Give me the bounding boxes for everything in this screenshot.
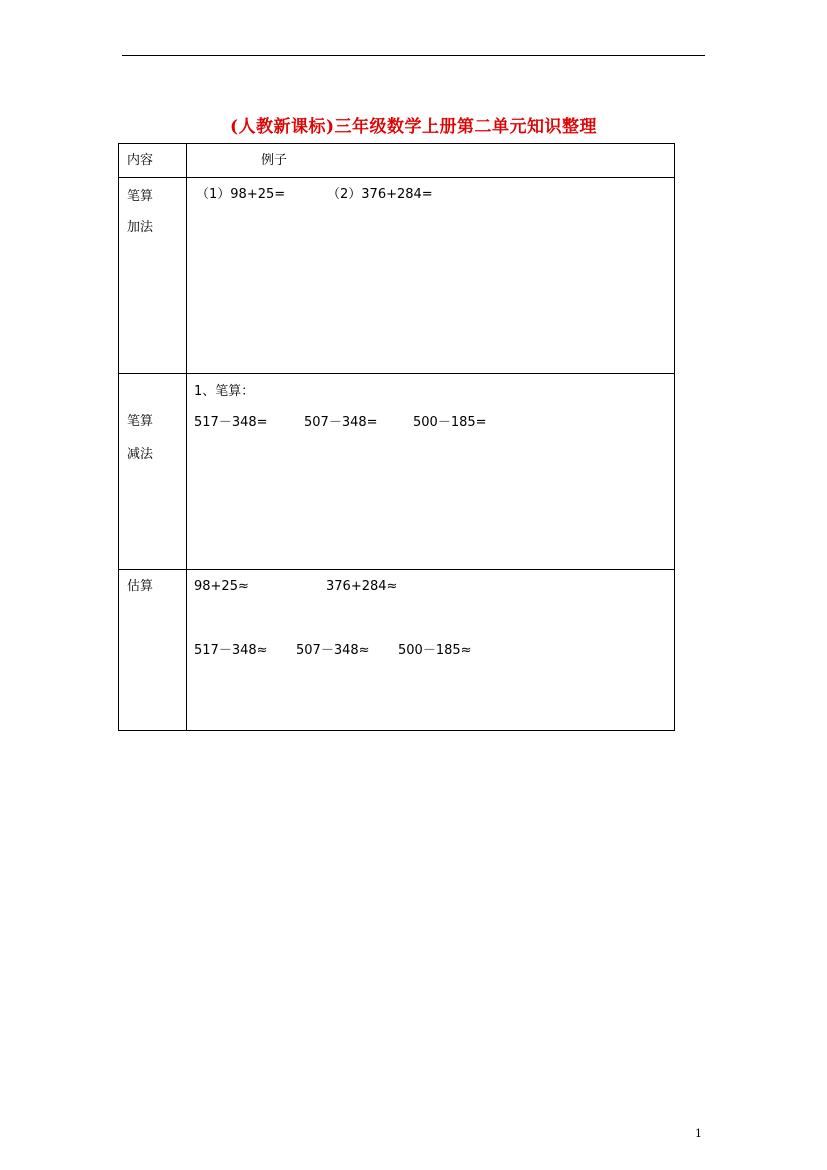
subtraction-problem-3: 500－185=: [413, 415, 487, 430]
header-content-label: 内容: [127, 153, 154, 168]
subtraction-problem-2: 507－348=: [304, 415, 378, 430]
row-label-written-addition-2: 加法: [127, 220, 154, 235]
estimation-problem-1: 98+25≈: [194, 579, 249, 594]
row-divider: [119, 569, 674, 570]
estimation-problem-2: 376+284≈: [326, 579, 398, 594]
estimation-problem-5: 500－185≈: [398, 643, 472, 658]
header-rule: [122, 55, 705, 56]
row-divider: [119, 373, 674, 374]
row-label-written-addition-1: 笔算: [127, 189, 154, 204]
estimation-problem-3: 517－348≈: [194, 643, 268, 658]
row-label-written-subtraction-2: 减法: [127, 447, 154, 462]
estimation-problem-4: 507－348≈: [296, 643, 370, 658]
document-title: (人教新课标)三年级数学上册第二单元知识整理: [229, 117, 598, 137]
knowledge-table: [118, 143, 675, 731]
row-divider: [119, 177, 674, 178]
addition-problem-2: （2）376+284=: [327, 187, 433, 202]
page-number: 1: [695, 1127, 702, 1140]
subtraction-heading: 1、笔算：: [194, 384, 255, 399]
row-label-written-subtraction-1: 笔算: [127, 414, 154, 429]
column-divider: [186, 144, 187, 730]
header-example-label: 例子: [261, 153, 288, 168]
row-label-estimation: 估算: [127, 579, 154, 594]
subtraction-problem-1: 517－348=: [194, 415, 268, 430]
addition-problem-1: （1）98+25=: [196, 187, 286, 202]
